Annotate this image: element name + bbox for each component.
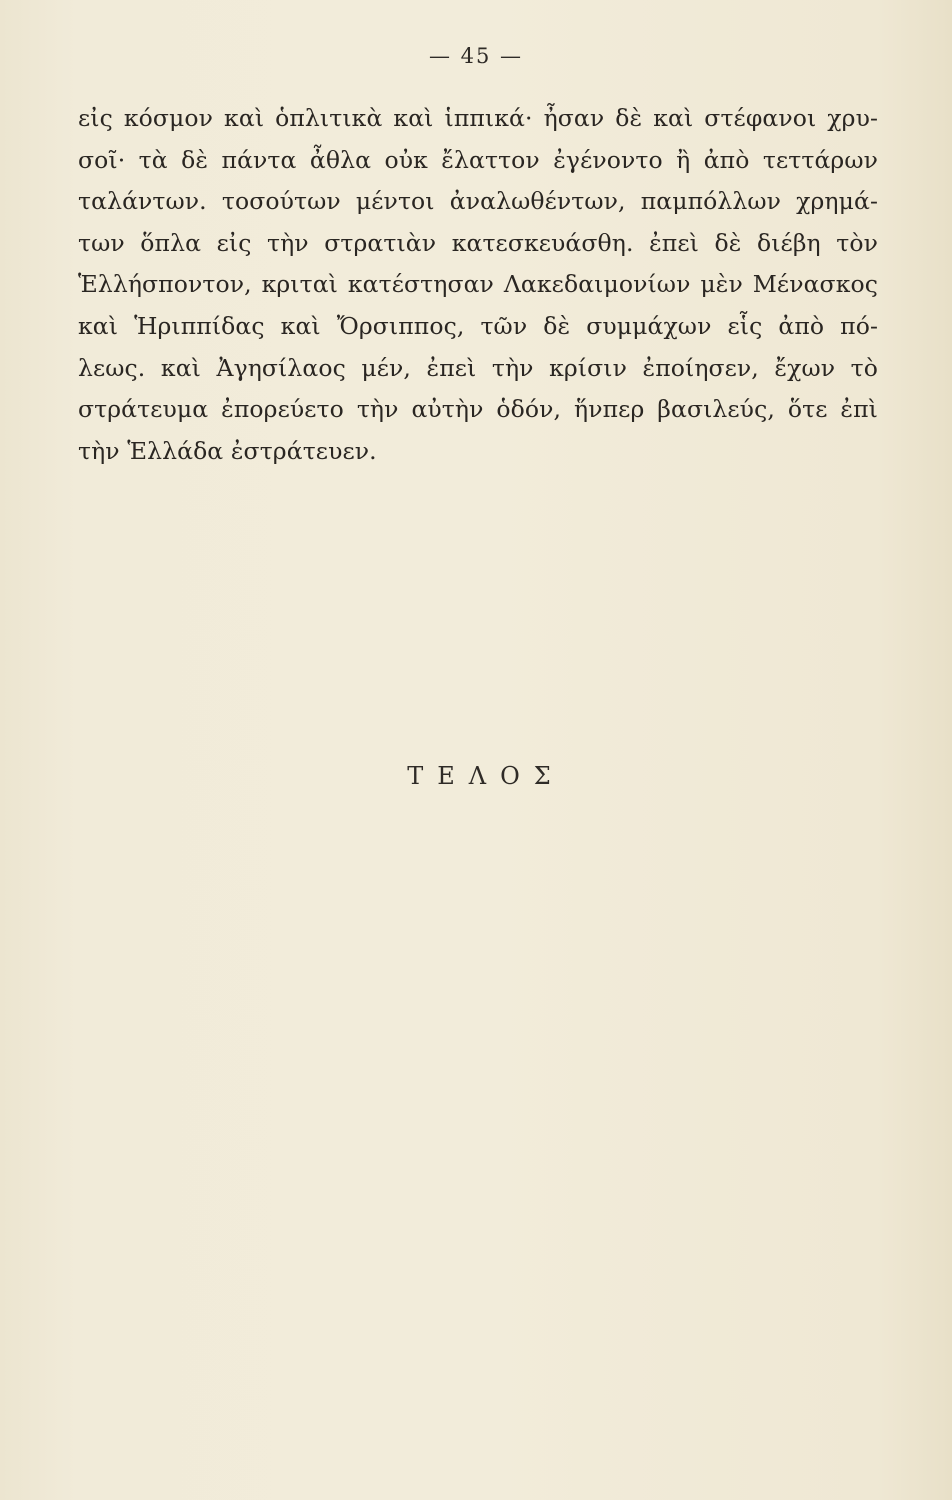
text-line: λεως. καὶ Ἀγησίλαος μέν, ἐπεὶ τὴν κρίσιν ἐποίησεν, ἔχων τὸ — [78, 353, 878, 382]
text-line: στράτευμα ἐπορεύετο τὴν αὐτὴν ὁδόν, ἥνπερ βασιλεύς, ὅτε ἐπὶ — [78, 395, 878, 424]
text-line: ταλάντων. τοσούτων μέντοι ἀναλωθέντων, παμπόλλων χρημά- — [78, 187, 878, 216]
text-line: καὶ Ἡριππίδας καὶ Ὄρσιππος, τῶν δὲ συμμάχων εἷς ἀπὸ πό- — [78, 311, 878, 340]
text-line: εἰς κόσμον καὶ ὁπλιτικὰ καὶ ἱππικά· ἦσαν δὲ καὶ στέφανοι χρυ- — [78, 104, 878, 132]
text-line-last: τὴν Ἑλλάδα ἐστράτευεν. — [78, 436, 377, 465]
page-number: — 45 — — [428, 44, 524, 68]
end-mark: ΤΕΛΟΣ — [407, 762, 565, 790]
text-line: των ὅπλα εἰς τὴν στρατιὰν κατεσκευάσθη. ἐπεὶ δὲ διέβη τὸν — [78, 228, 878, 257]
body-text — [78, 98, 878, 472]
text-line: σοῖ· τὰ δὲ πάντα ἆθλα οὐκ ἔλαττον ἐγένοντο ἢ ἀπὸ τεττάρων — [78, 145, 878, 174]
text-line: Ἑλλήσποντον, κριταὶ κατέστησαν Λακεδαιμονίων μὲν Μένασκος — [78, 270, 878, 299]
